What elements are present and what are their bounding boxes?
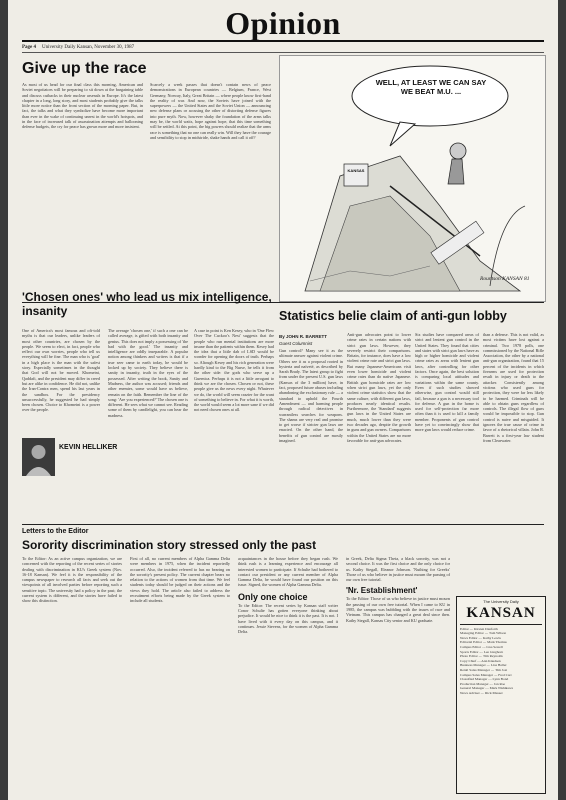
staff-line: Managing Editor .... Tom Wilson [460,631,507,636]
editorial-col-2 [150,82,271,140]
gun-col-4 [483,332,544,443]
staff-line: Editor .... Kirsten Danforth [460,626,498,631]
letters-col-4 [346,556,450,623]
newspaper-page [8,0,558,800]
columnist-photo [22,438,55,476]
column-col-3 [194,328,274,413]
gun-headline: Statistics belie claim of anti-gun lobby [279,309,507,323]
staff-line: Business Manager .... Lisa Heller [460,663,507,668]
section-masthead [22,6,544,42]
kansan-box-rule [460,624,542,625]
staff-line: Photo Editor .... Tim Reynolds [460,654,503,659]
kansan-box-small-title: The University Daily [483,599,519,604]
gun-col-2 [347,332,411,443]
editorial-col-1 [22,82,143,130]
letters-divider [22,524,544,525]
letters-section-title: Letters to the Editor [22,528,89,535]
columnist-name: KEVIN HELLIKER [59,444,118,451]
letters-col-2 [130,556,230,604]
staff-line: Retail Sales Manager .... Tim Jost [460,667,508,672]
columnist-portrait [22,438,55,476]
column-col-2 [108,328,188,418]
section-title: Opinion [225,5,341,41]
staff-line: News Editor .... Kathy Lewis [460,635,501,640]
column-col-1 [22,328,100,413]
page-number: Page 4 [22,44,37,50]
staff-line: News Adviser .... Rick Musser [460,690,503,695]
establishment-text: To the Editor: Those of us who believe in justice must mourn the passing of our own free tutorial. When I came to KU in 1985, the campus was bubbling with the issues of race and Vietnam. This campus has changed a great deal since then. Kathy Stegall, Kansas City senior and KU graduate. [346,596,450,623]
staff-line: Copy Chief .... Ann Knudsen [460,658,501,663]
letters-text-1: To the Editor: As an active campus organization, we are concerned with the reporting of the recent series of stories dealing with discrimination in KU's Greek system (Nov. 16-18 Kansan). We feel it is the responsibility of the campus newspaper to research all facts and seek out the viewpoints of all involved parties before reporting such a sensitive topic. The university had a policy in the past; the current system is different, and the stories have failed to show this distinction. [22,556,122,604]
letters-col-1 [22,556,122,604]
editorial-text-2: Scarcely a week passes that doesn't contain news of peace demonstrations in European countries — Belgium, France, West Germany, Norway, Italy, Great Britain — where people know first-hand the reality of war. And now, the Soviets have joined with the superpowers — the United States and the Soviet Union — announcing new defense plans or accusing the other of distorting defense figures into pure myth. Now, however shaky the foundation of the arms talks may be, the world waits, hope against hope, that this time something will be settled. At this point, the big powers should realize that the arms race is something that no one can really win. Will they have the courage and sensibility to stop in midstride, shake hands and call it off? [150,82,271,140]
kansan-box-name: KANSAN [466,605,536,621]
staff-line: Production Manager .... Jan Roe [460,681,506,686]
staff-line: Campus Editor .... Lisa Sewell [460,644,503,649]
column-headline: 'Chosen ones' who lead us mix intelligence, insanity [22,290,272,318]
gun-text-3: Six studies have compared areas of strict and lenient gun control in the United States. They found that cities and states with strict gun laws have as high or higher homicide and violent crime rates as areas with lenient gun laws, after controlling for other factors. Once again, the best solution is comparing local attitudes and variations within the same county. Even if such studies showed otherwise, gun control would still fail, because a gun is a necessary tool for defense. A gun in the home is used for self-protection far more often than it is used to kill a family member. Proponents of gun control have yet to convincingly show that more gun laws would reduce crime. [415,332,479,433]
staff-line: General Manager .... Mark Nishikawa [460,686,514,691]
cartoon-signature: Rountson KANSAN 81 [480,276,530,282]
editorial-text-1: As most of us head for our final class this morning, American and Soviet negotiators will be preparing to sit down at the bargaining table and discuss cutbacks in their nuclear arsenals in Europe. It's the latest chapter in a long, long story, and most students probably give the talks little more notice than the front section of the morning paper. But, in fact, the talks and what they symbolize have become more important than ever in the wake of continuing unrest in the world's hotspots, and in the face of increased talk of assassination attempts and ballooning defense budgets, the cry for peace has grown more and more insistent. [22,82,143,130]
issue-date: University Daily Kansan, November 30, 1987 [42,44,135,50]
cartoon-sign: KANSAS [347,168,365,173]
gun-col-1 [279,332,343,443]
only-one-text: To the Editor: The recent series by Kansan staff writer Conor Schulte has gotten everyone thinking about prejudice. It would be nice to think it is the past. It is not. I have lived with it every day on this campus, and it continues. Jessie Stevens, for the women of Alpha Gamma Delta. [238,602,338,635]
kansan-staff-box [456,596,546,794]
editorial-cartoon [279,55,546,302]
letters-col-3 [238,556,338,635]
letters-headline: Sorority discrimination story stressed only the past [22,538,317,552]
gun-byline: By JOHN R. BARRETT [279,334,328,339]
folio-line [22,42,544,53]
gun-text-1: Gun control? Many see it as the ultimate answer against violent crime. Others see it as a proposal rooted in hysteria and naïveté, as described by Sarah Brady. The latest group to fight from under the present U.S. gun laws (Kansas of the 3 million) have, in fact, proposed future abuses including abandoning the exclusionary rule — a standard to uphold the Fourth Amendment — and harming people through radical detectives in warrantless searches for weapons. The shams are very real and promise to get worse if stricter gun laws are enacted. On the other hand, the benefits of gun control are mostly imagined. [279,348,343,444]
gun-text-4: than a defense. This is not valid, as most victims have lost against a criminal. Two 1978 polls, one commissioned by the National Rifle Association, the other by a national anti-gun organization, found that 15 percent of the incidents in which firearms are used for protection result in injury or death to the attacker. Consistently among victims who used guns for protection, they were far less likely to be harmed. Criminals will be able to obtain guns regardless of controls. The illegal flow of guns would be impossible to stop. Gun control is naive and misguided. It ignores the true cause of crime in favor of a rhetorical villain. John R. Barrett is a first-year law student from Clearwater. [483,332,544,443]
establishment-headline: 'Nr. Establishment' [346,586,418,596]
staff-line: Sports Editor .... Lee Gleghorn [460,649,504,654]
gun-byline-sub: Guest Columnist [279,341,313,346]
editorial-headline: Give up the race [22,60,147,77]
gun-text-2: Anti-gun advocates point to lower crime rates in certain nations with strict gun laws. However, they severely restrict their comparisons. Britain, for instance, does have a low violent crime rate and strict gun laws. But many Japanese-Americans visit even lower homicide and violent crime rates than do native Japanese. British gun homicide rates are low when strict gun laws, yet the only violent crime statistics show that the same culture, with different gun laws, produces nearly identical results. Furthermore, the 'Standard' suggests gun laws in the United States are much, much lower than they were two decades ago, despite the growth in guns and gun owners. Comparisons within the United States are no more favorable for anti-gun advocates. [347,332,411,443]
gun-col-3 [415,332,479,433]
column-text-2: The average 'chosen one,' if such a one can be called average, is gifted with both insanity and genius. This does not imply a possessing of 'the bad with the good.' The insanity and intelligence are oddly inseparable. A popular notion among thinkers and writers is that if a true seer came to earth today, he would be locked up by society. They believe there is sanity in insanity, truth in the eyes of the possessed. After writing the book, Sanity and Madness, the author was accused; friends and other enemies, some would have us believe, remain on the faith. Remember the line of the song: 'Are you experienced?' The chosen one is different. He sees what we cannot see. Reading some of them by candlelight, you can hear the madness. [108,328,188,418]
staff-line: Campus Sales Manager .... Fred Carr [460,672,512,677]
cartoon-balloon-text: WELL, AT LEAST WE CAN SAY WE BEAT M.U. ... [375,78,487,96]
column-text-3: A case in point is Ken Kesey, who in 'One Flew Over The Cuckoo's Nest' suggests that the people who run mental institutions are more insane than the patients within them. Kesey had the idea that a little dab of LSD would be wonder for opening the doors of truth. Perhaps so. Altough Kesey and his rich generation were hardly kind to the Big Nurse, he tells it from the other side: the gods who serve up a Guernica. Perhaps it is not a little arrogant to think we are the chosen. Chosen or not, these people give us the news every night. Whatever we do, the world will seem crazier for the want of something to believe in. For what it is worth, the world would seem a lot more sane if we did not need chosen ones at all. [194,328,275,413]
only-one-headline: Only one choice [238,591,308,602]
letters-text-3: acquaintances in the house before they began rush. We think rush is a learning experience and encourage all interested women to participate. If Schulte had bothered to contact our president or any current member of Alpha Gamma Delta, he would have found our position on this issue. Signed, the women of Alpha Gamma Delta. [238,556,338,588]
staff-line: Classified Manager .... Lynn Bond [460,677,509,682]
letters-text-2: First of all, no current members of Alpha Gamma Delta were members in 1975, when the incident reportedly occurred. Also, the incident referred to has no bearing on the sorority's present policy. The current chapter bears no relation to the actions of women from that time. We feel students today should be judged on their actions and the views they hold. The article also failed to address the recruitment efforts being made by the Greek system to include all students. [130,556,230,604]
letters-text-4: in Greek, Delta Sigma Theta, a black sorority, was not a second choice. It was the first choice and the only choice for us. Kathy Stegall, Eleanor Johnson. 'Nuthing for Greeks' Those of us who believe in justice must mourn the passing of our own free tutorial. [346,556,450,583]
staff-line: Editorial Editor .... Mark Thomas [460,640,507,645]
kansan-staff-list [457,627,545,696]
column-text-1: One of America's most famous and oft-told myths is that our leaders, unlike leaders of most other countries, are chosen by the people. We seem to elect, in fact, people who reflect our own worries, people who tell us everything will be fine. The man who is 'goal' in a high place is the man with the safest story. Especially sometimes in the thought that God will not be moved. Khomeini, Qaddafi, and the president may differ in creed but are alike in confidence. He did not, unlike the Iran-Contra men, spend his last years in the sandbox. For the presidency unsuccessfully, he suggested he had simply been chosen. Choice to Khomeini is a power over the people. [22,328,100,413]
